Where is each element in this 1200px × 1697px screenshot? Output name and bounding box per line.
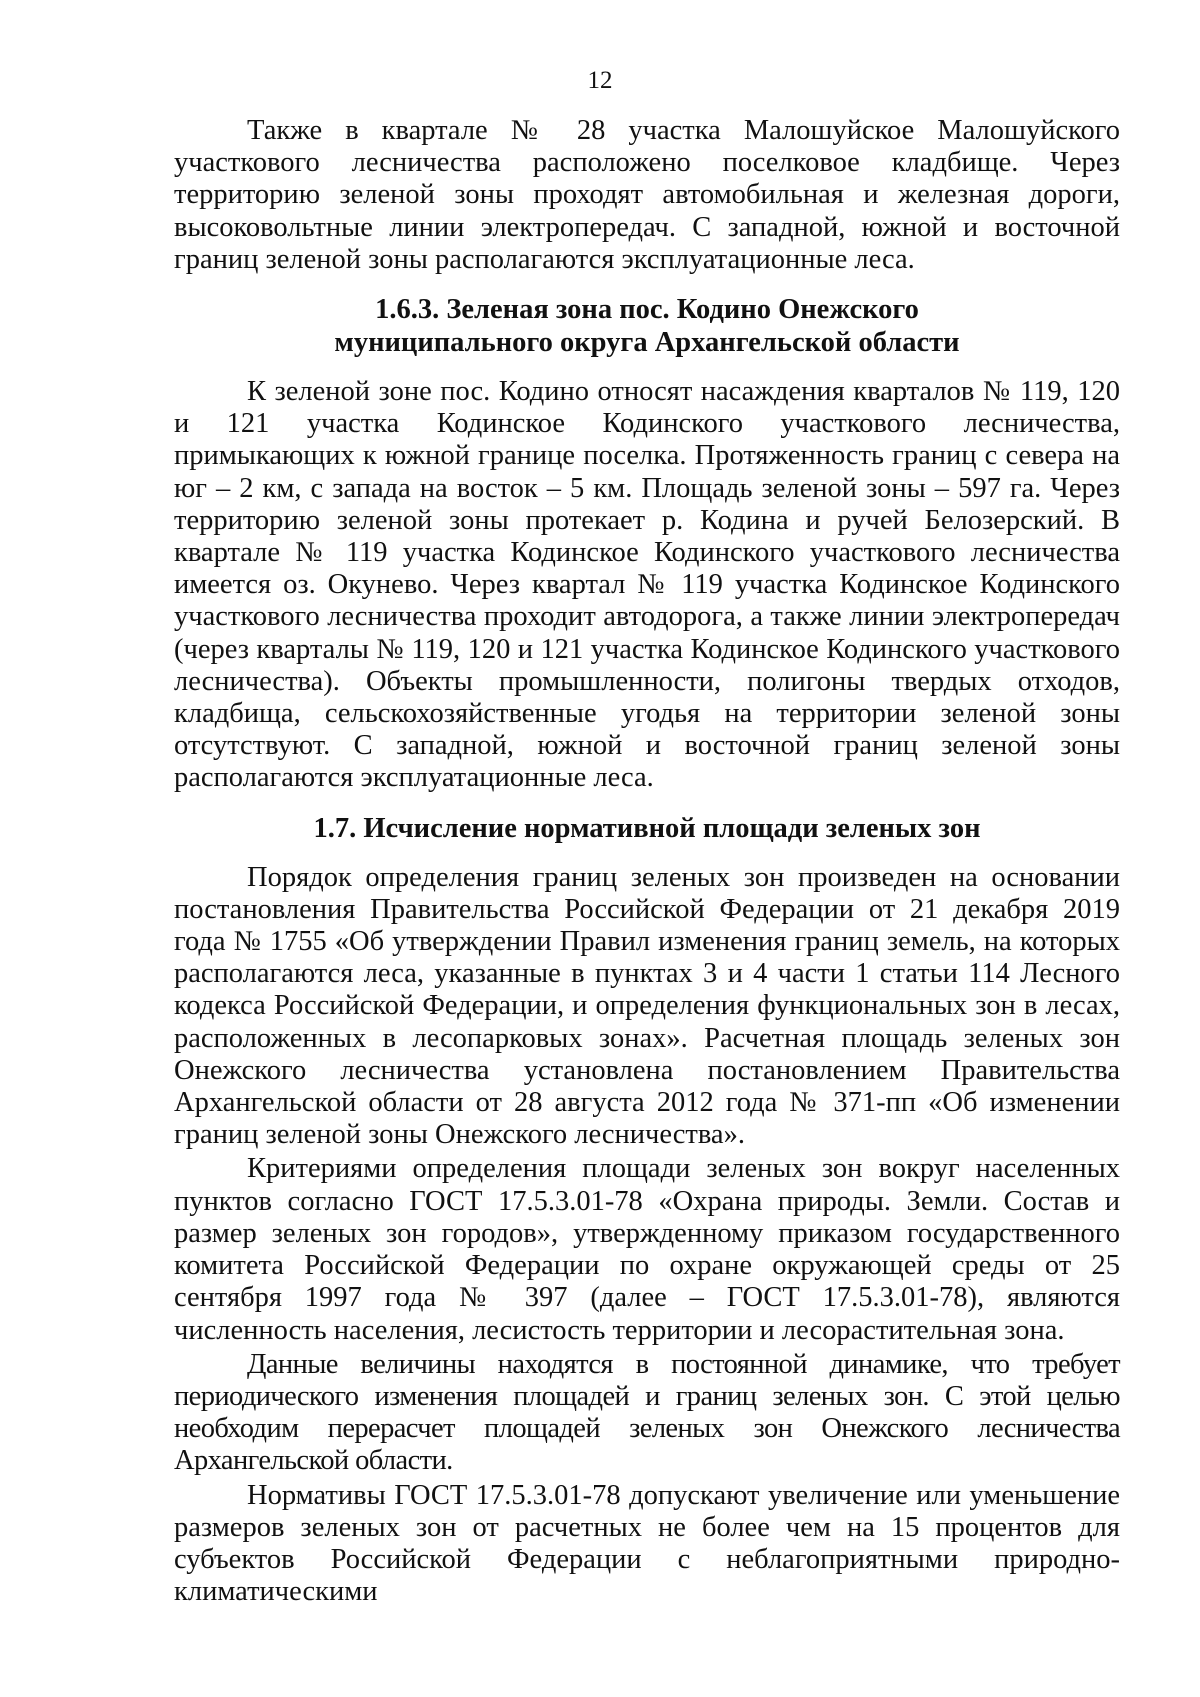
page-number: 12	[587, 67, 613, 94]
section-heading-1-7: 1.7. Исчисление нормативной площади зеленых зон	[313, 812, 981, 844]
section-heading-1-6-3-line1: 1.6.3. Зеленая зона пос. Кодино Онежского	[375, 294, 919, 326]
paragraph-criteria: Критериями определения площади зеленых зон вокруг населенных пунктов согласно ГОСТ 17.5.3.01-78 «Охрана природы. Земли. Состав и размер зеленых зон городов», утвержденному приказом государственного комитета Российской Федерации по охране окружающей среды от 25 сентября 1997 года № 397 (далее – ГОСТ 17.5.3.01-78), являются численность населения, лесистость территории и лесорастительная зона.	[174, 1153, 1120, 1346]
paragraph-standards: Нормативы ГОСТ 17.5.3.01-78 допускают увеличение или уменьшение размеров зеленых зон от расчетных не более чем на 15 процентов для субъектов Российской Федерации с неблагоприятными природно-климатическими	[174, 1479, 1120, 1608]
document-body	[174, 115, 1120, 1608]
section-heading-1-6-3-line2: муниципального округа Архангельской области	[334, 327, 960, 359]
paragraph-dynamics: Данные величины находятся в постоянной динамике, что требует периодического изменения площадей и границ зеленых зон. С этой целью необходим перерасчет площадей зеленых зон Онежского лесничества Архангельской области.	[174, 1348, 1120, 1477]
paragraph-kodino-zone: К зеленой зоне пос. Кодино относят насаждения кварталов № 119, 120 и 121 участка Кодинское Кодинского участкового лесничества, примыкающих к южной границе поселка. Протяженность границ с севера на юг – 2 км, с запада на восток – 5 км. Площадь зеленой зоны – 597 га. Через территорию зеленой зоны протекает р. Кодина и ручей Белозерский. В квартале № 119 участка Кодинское Кодинского участкового лесничества имеется оз. Окунево. Через квартал № 119 участка Кодинское Кодинского участкового лесничества проходит автодорога, а также линии электропередач (через кварталы № 119, 120 и 121 участка Кодинское Кодинского участкового лесничества). Объекты промышленности, полигоны твердых отходов, кладбища, сельскохозяйственные угодья на территории зеленой зоны отсутствуют. С западной, южной и восточной границ зеленой зоны располагаются эксплуатационные леса.	[174, 376, 1120, 794]
paragraph-boundary-procedure: Порядок определения границ зеленых зон произведен на основании постановления Правительства Российской Федерации от 21 декабря 2019 года № 1755 «Об утверждении Правил изменения границ земель, на которых располагаются леса, указанные в пунктах 3 и 4 части 1 статьи 114 Лесного кодекса Российской Федерации, и определения функциональных зон в лесах, расположенных в лесопарковых зонах». Расчетная площадь зеленых зон Онежского лесничества установлена постановлением Правительства Архангельской области от 28 августа 2012 года № 371-пп «Об изменении границ зеленой зоны Онежского лесничества».	[174, 861, 1120, 1151]
paragraph-kladbishche: Также в квартале № 28 участка Малошуйское Малошуйского участкового лесничества расположено поселковое кладбище. Через территорию зеленой зоны проходят автомобильная и железная дороги, высоковольтные линии электропередач. С западной, южной и восточной границ зеленой зоны располагаются эксплуатационные леса.	[174, 115, 1120, 275]
section-heading-1-6-3	[174, 293, 1120, 359]
